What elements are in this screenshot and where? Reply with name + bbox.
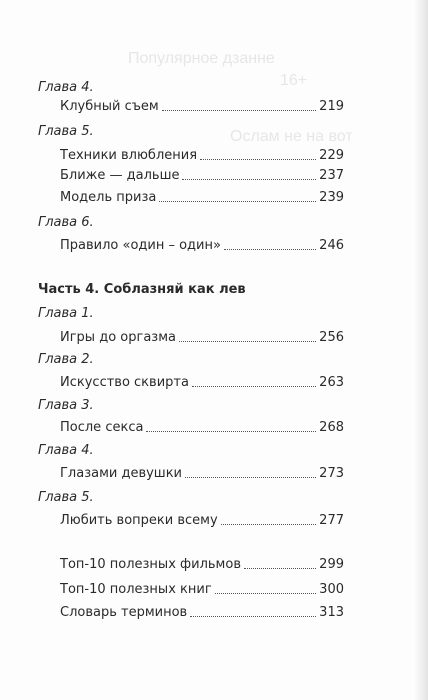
chapter-heading: Глава 5. — [38, 490, 94, 505]
toc-entry-title: После секса — [60, 420, 144, 435]
toc-entry-title: Словарь терминов — [60, 605, 188, 620]
toc-entry[interactable] — [60, 375, 344, 390]
dot-leader — [162, 110, 316, 111]
toc-entry-page: 229 — [319, 148, 344, 163]
toc-entry-page: 256 — [319, 330, 344, 345]
toc-entry-title: Техники влюбления — [60, 148, 198, 163]
toc-entry[interactable] — [60, 466, 344, 481]
dot-leader — [215, 593, 317, 594]
chapter-heading: Глава 1. — [38, 306, 94, 321]
page-edge-shadow — [414, 0, 428, 700]
show-through-age-mark: 16+ — [280, 72, 308, 89]
toc-entry-title: Ближе — дальше — [60, 168, 180, 183]
toc-entry-page: 273 — [319, 466, 344, 481]
toc-entry[interactable] — [60, 513, 344, 528]
dot-leader — [179, 341, 316, 342]
dot-leader — [221, 524, 317, 525]
dot-leader — [200, 159, 316, 160]
chapter-heading: Глава 2. — [38, 352, 94, 367]
show-through-title: Ослам не на вот — [230, 128, 353, 145]
toc-entry-page: 246 — [319, 238, 344, 253]
dot-leader — [224, 249, 316, 250]
dot-leader — [182, 179, 316, 180]
toc-entry-page: 299 — [319, 557, 344, 572]
toc-entry-title: Игры до оргазма — [60, 330, 176, 345]
chapter-heading: Глава 6. — [38, 215, 94, 230]
toc-entry-page: 277 — [319, 513, 344, 528]
toc-entry-title: Любить вопреки всему — [60, 513, 218, 528]
dot-leader — [146, 431, 316, 432]
toc-entry[interactable] — [60, 420, 344, 435]
toc-entry-title: Топ-10 полезных фильмов — [60, 557, 241, 572]
dot-leader — [192, 386, 316, 387]
dot-leader — [190, 616, 316, 617]
show-through-text: Популярное дзанне — [128, 50, 275, 67]
toc-entry-title: Топ-10 полезных книг — [60, 582, 212, 597]
toc-entry-title: Правило «один – один» — [60, 238, 221, 253]
toc-entry-page: 300 — [319, 582, 344, 597]
toc-entry-page: 237 — [319, 168, 344, 183]
toc-entry[interactable] — [60, 99, 344, 114]
chapter-heading: Глава 4. — [38, 80, 94, 95]
toc-entry[interactable] — [60, 190, 344, 205]
toc-entry-page: 239 — [319, 190, 344, 205]
toc-entry[interactable] — [60, 168, 344, 183]
toc-entry-title: Глазами девушки — [60, 466, 183, 481]
chapter-heading: Глава 4. — [38, 443, 94, 458]
part-heading: Часть 4. Соблазняй как лев — [38, 282, 246, 297]
dot-leader — [185, 477, 316, 478]
toc-entry-page: 313 — [319, 605, 344, 620]
toc-entry-page: 219 — [319, 99, 344, 114]
toc-entry-title: Клубный съем — [60, 99, 159, 114]
toc-entry-title: Искусство сквирта — [60, 375, 189, 390]
dot-leader — [244, 568, 316, 569]
toc-entry-title: Модель приза — [60, 190, 157, 205]
chapter-heading: Глава 3. — [38, 398, 94, 413]
toc-entry-page: 263 — [319, 375, 344, 390]
toc-entry[interactable] — [60, 330, 344, 345]
toc-entry[interactable] — [60, 582, 344, 597]
dot-leader — [159, 201, 316, 202]
toc-entry[interactable] — [60, 148, 344, 163]
toc-entry-page: 268 — [319, 420, 344, 435]
toc-entry[interactable] — [60, 605, 344, 620]
toc-entry[interactable] — [60, 557, 344, 572]
chapter-heading: Глава 5. — [38, 124, 94, 139]
toc-entry[interactable] — [60, 238, 344, 253]
